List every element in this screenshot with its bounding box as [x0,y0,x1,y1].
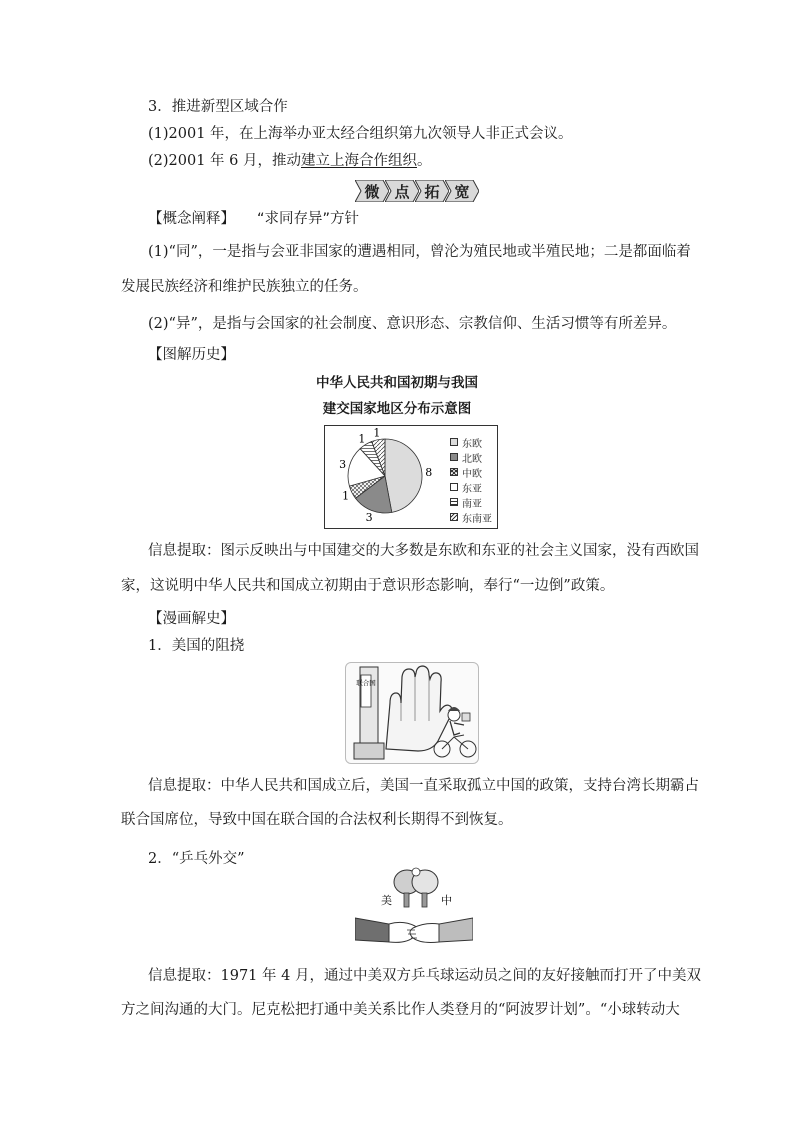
legend-label: 东欧 [462,438,482,450]
legend-label: 中欧 [462,468,482,480]
concept-p2: (2)“异”，是指与会国家的社会制度、意识形态、宗教信仰、生活习惯等有所差异。 [148,316,677,332]
legend-item [450,480,482,494]
concept-title: “求同存异”方针 [257,211,360,227]
legend-item [450,450,482,464]
concept-p1-line1: (1)“同”，一是指与会亚非国家的遭遇相同，曾沦为殖民地或半殖民地；二是都面临着 [148,244,691,260]
concept-label: 【概念阐释】 [148,211,235,227]
illustrated-info-line2: 家，这说明中华人民共和国成立初期由于意识形态影响，奉行“一边倒”政策。 [121,578,615,594]
legend-item [450,495,482,509]
chart-title-line2: 建交国家地区分布示意图 [322,401,472,417]
cartoon-info2-line2: 方之间沟通的大门。尼克松把打通中美关系比作人类登月的“阿波罗计划”。“小球转动大 [121,1002,680,1018]
cartoon-us-obstruction [345,662,479,764]
cartoon-label-us: 美 [381,894,392,907]
pie-value-label: 1 [358,432,366,446]
pie-chart [325,426,445,528]
banner-char: 拓 [424,183,440,201]
legend-label: 东南亚 [462,513,492,525]
pie-value-label: 3 [365,511,373,525]
legend-label: 东亚 [462,483,482,495]
sco-prefix: (2)2001 年 6 月，推动 [148,153,301,169]
legend-swatch [450,453,458,461]
concept-p1-line2: 发展民族经济和维护民族独立的任务。 [121,279,368,295]
sco-suffix: 。 [417,153,432,169]
chart-title-line1: 中华人民共和国初期与我国 [316,375,478,391]
section-banner [355,180,475,202]
cartoon-ping-pong-diplomacy [355,866,473,960]
legend-swatch [450,483,458,491]
legend-swatch [450,513,458,521]
banner-chevron-1 [355,180,389,202]
pie-chart-box [324,425,498,529]
legend-label: 南亚 [462,498,482,510]
banner-char: 微 [364,183,380,201]
cartoon-label-cn: 中 [441,894,452,907]
banner-char: 点 [394,183,410,201]
cartoon-item2-heading: 2．“乒乓外交” [148,851,245,867]
banner-char: 宽 [454,183,470,201]
banner-chevron-3 [415,180,449,202]
banner-chevron-2 [385,180,419,202]
sco-underlined: 建立上海合作组织 [301,153,417,169]
pie-slice-东欧 [385,439,422,512]
section-item-apec: (1)2001 年，在上海举办亚太经合组织第九次领导人非正式会议。 [148,126,573,142]
cartoon-info1-line2: 联合国席位，导致中国在联合国的合法权利长期得不到恢复。 [121,812,513,828]
banner-chevron-4 [445,180,479,202]
section-item-sco [148,152,432,170]
pie-value-label: 1 [373,426,381,440]
illustrated-label: 【图解历史】 [148,347,235,363]
cartoon-item1-heading: 1．美国的阻挠 [148,638,245,654]
section-heading-regional-cooperation: 3．推进新型区域合作 [148,99,288,115]
legend-item [450,465,482,479]
legend-swatch [450,468,458,476]
legend-swatch [450,438,458,446]
cartoon-label: 【漫画解史】 [148,611,235,627]
concept-heading [148,210,359,228]
legend-item [450,510,492,524]
legend-item [450,435,482,449]
legend-swatch [450,498,458,506]
cartoon-info1-line1: 信息提取：中华人民共和国成立后，美国一直采取孤立中国的政策，支持台湾长期霸占 [148,778,699,794]
pie-value-label: 1 [342,489,350,503]
legend-label: 北欧 [462,453,482,465]
illustrated-info-line1: 信息提取：图示反映出与中国建交的大多数是东欧和东亚的社会主义国家，没有西欧国 [148,543,699,559]
cartoon-sign-char: 联合国 [356,679,376,687]
pie-value-label: 3 [339,457,347,471]
cartoon-info2-line1: 信息提取：1971 年 4 月，通过中美双方乒乓球运动员之间的友好接触而打开了中美双 [148,968,701,984]
pie-value-label: 8 [425,465,433,479]
